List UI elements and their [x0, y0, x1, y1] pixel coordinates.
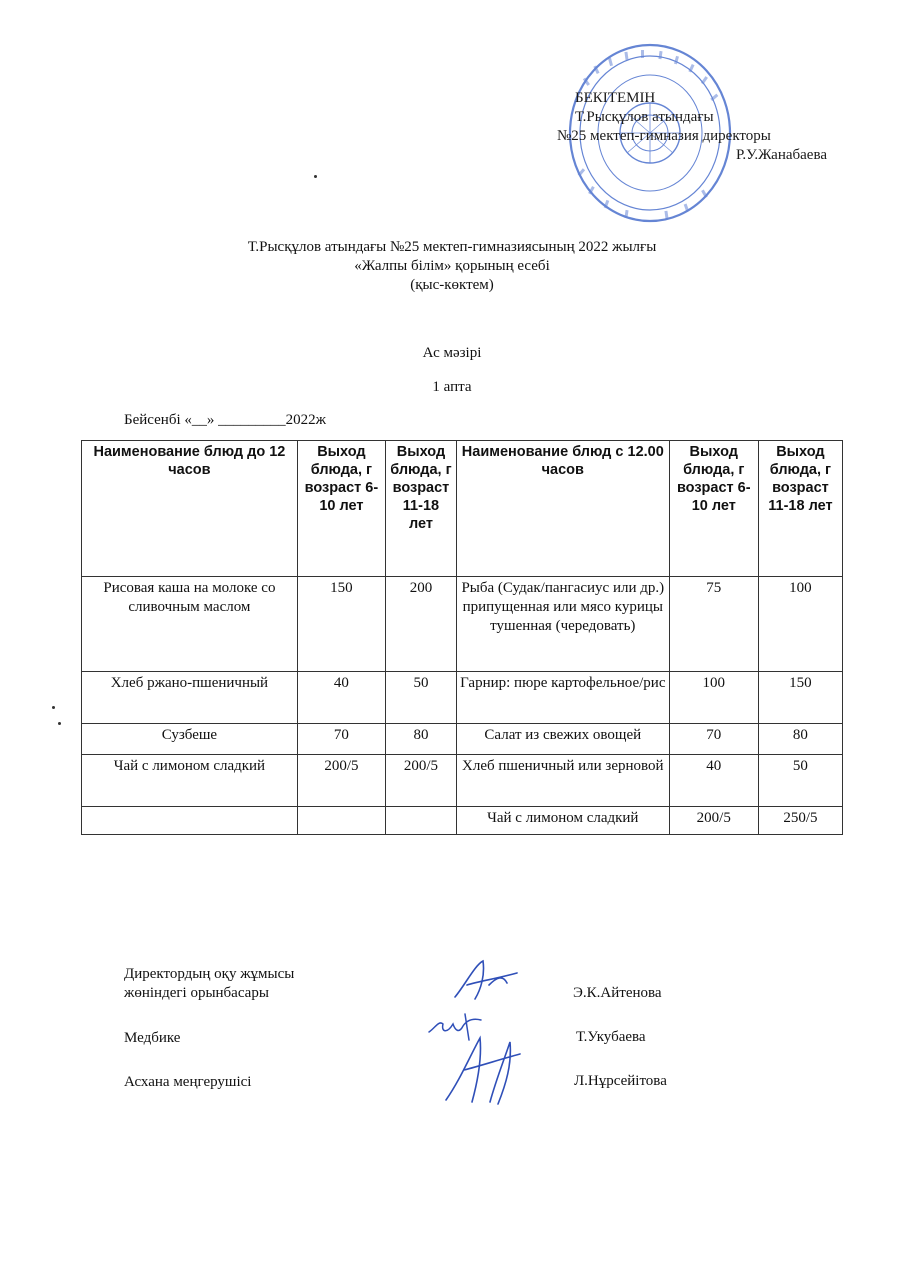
header-cell: Выход блюда, г возраст 6-10 лет — [297, 441, 385, 577]
handwritten-signature-3 — [440, 1030, 530, 1110]
menu-title: Ас мәзірі — [422, 345, 482, 361]
header-cell: Наименование блюд до 12 часов — [82, 441, 298, 577]
table-cell: 70 — [669, 724, 758, 755]
header-line2: «Жалпы білім» қорының есебі — [354, 258, 550, 274]
header-cell: Наименование блюд с 12.00 часов — [456, 441, 669, 577]
table-row — [82, 672, 843, 724]
header-cell: Выход блюда, г возраст 11-18 лет — [385, 441, 456, 577]
table-cell: 75 — [669, 577, 758, 672]
table-cell: 200 — [385, 577, 456, 672]
table-cell: 200/5 — [297, 755, 385, 807]
table-cell — [385, 807, 456, 835]
table-cell: 250/5 — [758, 807, 842, 835]
signature-name-1: Э.К.Айтенова — [573, 985, 662, 1001]
table-cell: 50 — [385, 672, 456, 724]
table-cell: 150 — [758, 672, 842, 724]
table-cell — [82, 807, 298, 835]
table-cell — [297, 807, 385, 835]
table-row — [82, 755, 843, 807]
table-row — [82, 807, 843, 835]
speck — [58, 722, 61, 725]
approval-title: БЕКІТЕМІН — [575, 90, 656, 106]
table-header-row — [82, 441, 843, 577]
table-row — [82, 577, 843, 672]
header-line1: Т.Рысқұлов атындағы №25 мектеп-гимназиясының 2022 жылғы — [247, 239, 657, 255]
table-cell: Салат из свежих овощей — [456, 724, 669, 755]
approval-line1: Т.Рысқұлов атындағы — [575, 109, 714, 125]
date-line: Бейсенбі «__» _________2022ж — [124, 412, 326, 428]
table-cell: Хлеб ржано-пшеничный — [82, 672, 298, 724]
handwritten-signature-1 — [445, 955, 525, 1005]
table-cell: 40 — [669, 755, 758, 807]
table-cell: 80 — [385, 724, 456, 755]
table-cell: 80 — [758, 724, 842, 755]
approval-name: Р.У.Жанабаева — [735, 147, 827, 163]
speck — [52, 706, 55, 709]
header-cell: Выход блюда, г возраст 6-10 лет — [669, 441, 758, 577]
signature-name-3: Л.Нұрсейітова — [574, 1073, 667, 1089]
signature-role-2: Медбике — [124, 1030, 181, 1046]
approval-block — [557, 89, 827, 165]
signature-role-3: Асхана меңгерушісі — [124, 1074, 252, 1090]
signature-role-1 — [124, 965, 294, 1003]
table-cell: Сузбеше — [82, 724, 298, 755]
signature-role-line: жөніндегі орынбасары — [124, 985, 269, 1001]
table-row — [82, 724, 843, 755]
signature-role-line: Директордың оқу жұмысы — [124, 966, 295, 982]
table-cell: Хлеб пшеничный или зерновой — [456, 755, 669, 807]
table-cell: Рисовая каша на молоке со сливочным маслом — [82, 577, 298, 672]
speck — [314, 175, 317, 178]
table-cell: 40 — [297, 672, 385, 724]
header-cell: Выход блюда, г возраст 11-18 лет — [758, 441, 842, 577]
week-label: 1 апта — [432, 379, 472, 395]
table-cell: 200/5 — [669, 807, 758, 835]
signature-name-2: Т.Укубаева — [576, 1029, 646, 1045]
table-cell: Рыба (Судак/пангасиус или др.) припущенная или мясо курицы тушенная (чередовать) — [456, 577, 669, 672]
table-cell: 70 — [297, 724, 385, 755]
table-cell: Чай с лимоном сладкий — [82, 755, 298, 807]
table-cell: Чай с лимоном сладкий — [456, 807, 669, 835]
table-cell: 200/5 — [385, 755, 456, 807]
table-cell: 100 — [758, 577, 842, 672]
table-cell: 50 — [758, 755, 842, 807]
menu-table — [81, 440, 843, 835]
table-cell: 100 — [669, 672, 758, 724]
table-cell: 150 — [297, 577, 385, 672]
approval-line2: №25 мектеп-гимназия директоры — [557, 128, 771, 144]
header-line3: (қыс-көктем) — [410, 277, 494, 293]
table-cell: Гарнир: пюре картофельное/рис — [456, 672, 669, 724]
